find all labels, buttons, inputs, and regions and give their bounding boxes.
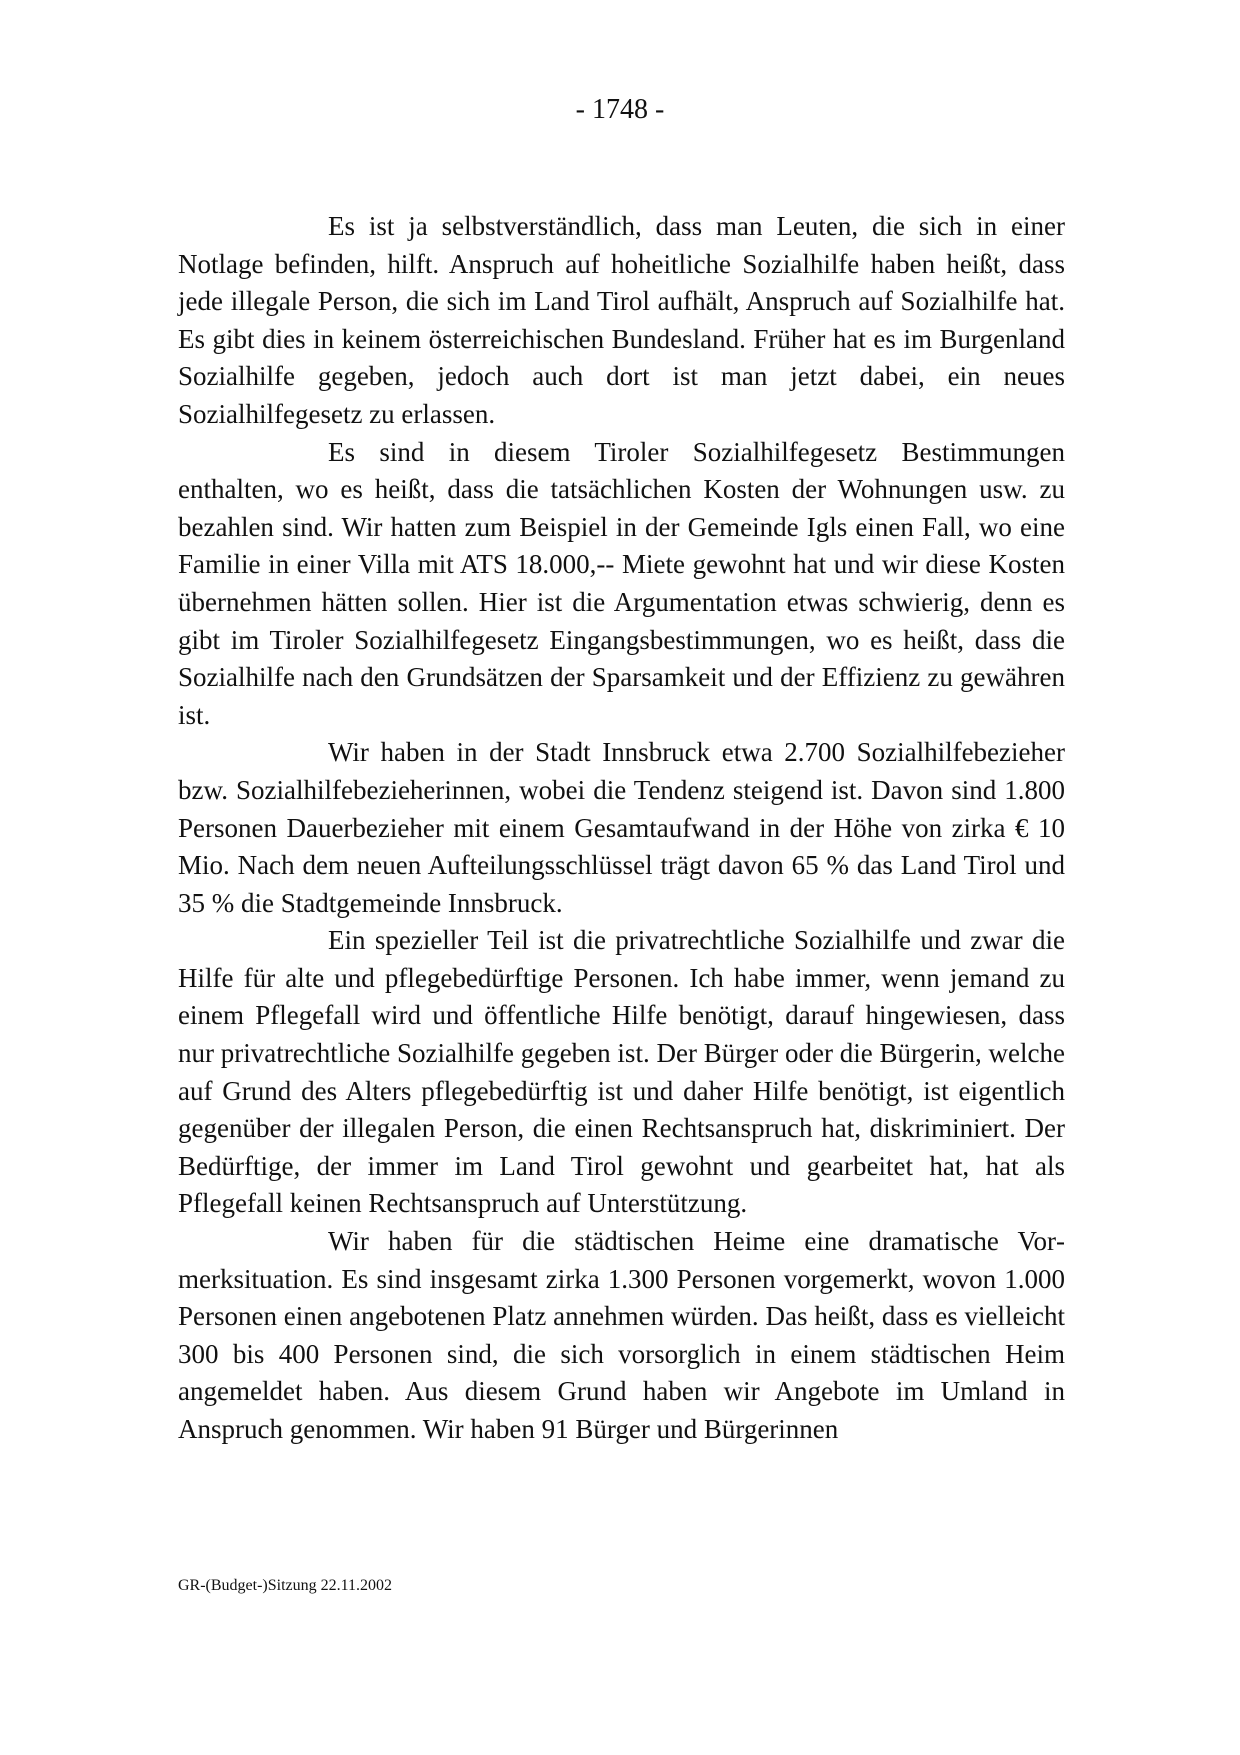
page-number: - 1748 -: [575, 94, 665, 125]
paragraph: Ein spezieller Teil ist die privatrechtliche Sozialhilfe und zwar die Hilfe für alte und pflegebedürftige Personen. Ich habe immer, wenn jemand zu einem Pflegefall wird und öffentliche Hilfe benötigt, darauf hingewiesen, dass nur privatrechtliche Sozialhilfe gegeben ist. Der Bürger oder die Bürgerin, welche auf Grund des Alters pflegebedürftig ist und daher Hilfe benötigt, ist eigentlich gegenüber der illegalen Person, die einen Rechtsanspruch hat, diskriminiert. Der Bedürftige, der immer im Land Tirol gewohnt und gearbeitet hat, hat als Pflegefall keinen Rechtsanspruch auf Unterstützung.: [178, 925, 1065, 1219]
paragraph: Es ist ja selbstverständlich, dass man Leuten, die sich in einer Notlage befinden, hilft. Anspruch auf hoheitliche Sozialhilfe haben heißt, dass jede illegale Person, die sich im Land Tirol aufhält, Anspruch auf Sozialhilfe hat. Es gibt dies in keinem österreichischen Bundesland. Früher hat es im Burgenland Sozialhilfe gegeben, jedoch auch dort ist man jetzt dabei, ein neues Sozialhilfegesetz zu erlassen.: [178, 211, 1065, 429]
body-text: [178, 208, 1065, 1449]
paragraph: Wir haben für die städtischen Heime eine dramatische Vormerksituation. Es sind insgesamt zirka 1.300 Personen vorgemerkt, wovon 1.000 Personen einen angebotenen Platz annehmen würden. Das heißt, dass es vielleicht 300 bis 400 Personen sind, die sich vorsorglich in einem städtischen Heim angemeldet haben. Aus diesem Grund haben wir Angebote im Umland in Anspruch genommen. Wir haben 91 Bürger und Bürgerinnen: [178, 1226, 1065, 1444]
paragraph: Es sind in diesem Tiroler Sozialhilfegesetz Bestimmungen enthalten, wo es heißt, dass die tatsächlichen Kosten der Wohnungen usw. zu bezahlen sind. Wir hatten zum Beispiel in der Gemeinde Igls einen Fall, wo eine Familie in einer Villa mit ATS 18.000,-- Miete gewohnt hat und wir diese Kosten übernehmen hätten sollen. Hier ist die Argumentation etwas schwierig, denn es gibt im Tiroler Sozialhilfegesetz Eingangsbestimmungen, wo es heißt, dass die Sozialhilfe nach den Grundsätzen der Sparsamkeit und der Effizienz zu gewähren ist.: [178, 436, 1065, 730]
footer-session-info: GR-(Budget-)Sitzung 22.11.2002: [178, 1577, 393, 1594]
paragraph: Wir haben in der Stadt Innsbruck etwa 2.700 Sozialhilfebezieher bzw. Sozialhilfebezieherinnen, wobei die Tendenz steigend ist. Davon sind 1.800 Personen Dauerbezieher mit einem Gesamtaufwand in der Höhe von zirka € 10 Mio. Nach dem neuen Aufteilungsschlüssel trägt davon 65 % das Land Tirol und 35 % die Stadtgemeinde Innsbruck.: [178, 737, 1065, 918]
